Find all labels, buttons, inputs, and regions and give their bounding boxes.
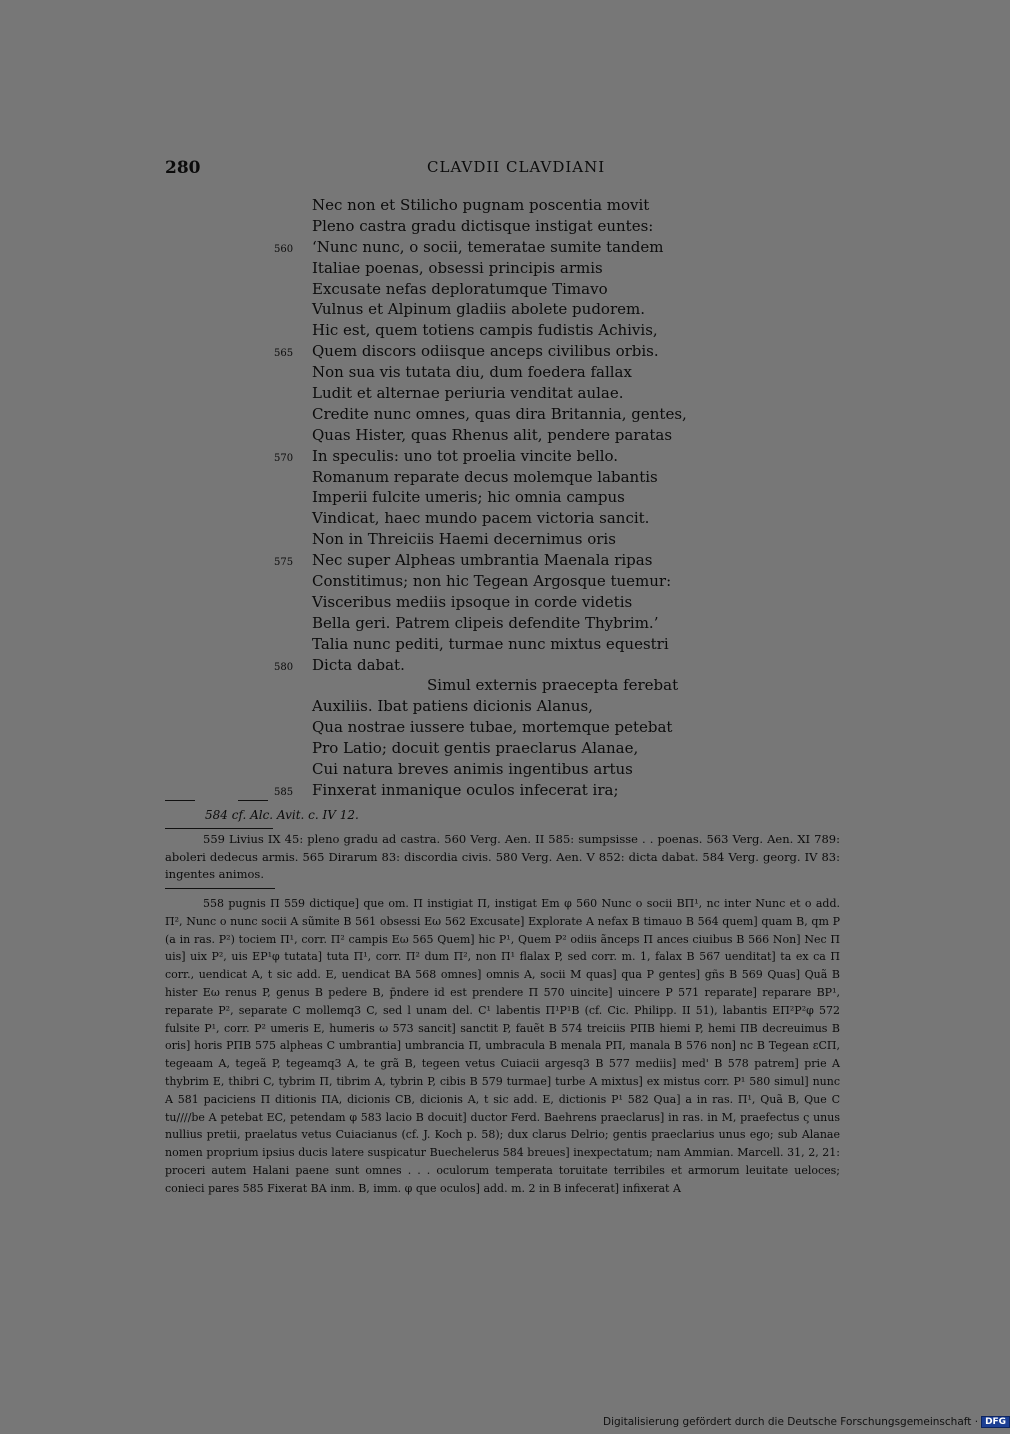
verse-text: Pro Latio; docuit gentis praeclarus Alanae, xyxy=(312,739,639,758)
verse-text: Hic est, quem totiens campis fudistis Achivis, xyxy=(312,321,658,340)
verse-line xyxy=(312,320,732,341)
verse-line xyxy=(274,446,732,467)
verse-line xyxy=(312,634,732,655)
testimonia xyxy=(165,807,840,825)
verse-text: Nec super Alpheas umbrantia Maenala ripas xyxy=(312,551,653,570)
verse-line xyxy=(312,571,732,592)
verse-line xyxy=(312,383,732,404)
verse-text: Romanum reparate decus molemque labantis xyxy=(312,467,658,486)
line-number: 585 xyxy=(274,786,294,798)
similia-text: 559 Livius IX 45: pleno gradu ad castra. 560 Verg. Aen. II 585: sumpsisse . . poenas. 563 Verg. Aen. XI 789: aboleri dedecus armis. 565 Dirarum 83: discordia civis. 580 Verg. Aen. V 852: dicta dabat. 584 Verg. georg. IV 83: ingentes animos. xyxy=(165,832,840,881)
funding-footer xyxy=(603,1416,1010,1428)
verse-text: Vindicat, haec mundo pacem victoria sancit. xyxy=(312,509,650,528)
verse-line xyxy=(312,258,732,279)
verse-line xyxy=(312,404,732,425)
note-rule xyxy=(165,800,195,801)
verse-text: Qua nostrae iussere tubae, mortemque petebat xyxy=(312,718,673,737)
line-number: 575 xyxy=(274,557,294,569)
dfg-logo: DFG xyxy=(981,1416,1010,1428)
line-number: 560 xyxy=(274,243,294,255)
verse-text: Auxiliis. Ibat patiens dicionis Alanus, xyxy=(312,697,593,716)
verse-text: Italiae poenas, obsessi principis armis xyxy=(312,258,603,277)
verse-line xyxy=(274,550,732,571)
verse-text: Bella geri. Patrem clipeis defendite Thybrim.’ xyxy=(312,613,659,632)
verse-text: Dicta dabat. xyxy=(312,655,405,674)
verse-line xyxy=(274,655,732,676)
page-number: 280 xyxy=(165,158,201,178)
verse-line xyxy=(312,759,732,780)
note-rule xyxy=(165,888,275,889)
verse-line xyxy=(312,738,732,759)
testimonia-line: 584 cf. Alc. Avit. c. IV 12. xyxy=(205,808,359,822)
verse-text: ‘Nunc nunc, o socii, temeratae sumite tandem xyxy=(312,237,664,256)
verse-line xyxy=(312,216,732,237)
apparatus-text: 558 pugnis Π 559 dictique] que om. Π instigiat Π, instigat Em φ 560 Nunc o socii BΠ¹, nc inter Nunc et o add. Π², Nunc o nunc socii A sũmite B 561 obsessi Eω 562 Excusate] Explorate A nefax B timauo B 564 quem] quam B, qm P (a in ras. P²) tociem Π¹, corr. Π² campis Eω 565 Quem] hic P¹, Quem P² odiis ãnceps Π ances ciuibus B 566 Non] Nec Π uis] uix P², uis EP¹φ tutata] tuta Π¹, corr. Π² dum Π², non Π¹ flalax P, sed corr. m. 1, falax B 567 uenditat] ta ex ca Π corr., uendicat A, t sic add. E, uendicat BA 568 omnes] omnis A, socii M quas] qua P gentes] gñs B 569 Quas] Quã B hister Eω renus P, genus B pedere B, p̄ndere id est prendere Π 570 uincite] uincere P 571 reparate] reparare BP¹, reparate P², separate C mollemq3 C, sed l unam del. C¹ labentis Π¹P¹B (cf. Cic. Philipp. II 51), labantis EΠ²P²φ 572 fulsite P¹, corr. P² umeris E, humeris ω 573 sancit] sanctit P, fauẽt B 574 treiciis PΠB hiemi P, hemi ΠB decreuimus B oris] horis PΠB 575 alpheas C umbrantia] umbrancia Π, umbracula B menala PΠ, manala B 576 non] nc B Tegean εCΠ, tegeaam A, tegeã P, tegeamq3 A, te grã B, tegeen vetus Cuiacii argesq3 B 577 mediis] med' B 578 patrem] prie A thybrim E, thibri C, tybrim Π, tibrim A, tybrin P, cibis B 579 turmae] turbe A mixtus] ex mistus corr. P¹ 580 simul] nunc A 581 paciciens Π ditionis ΠA, dicionis CB, dicionis A, t sic add. E, dictionis P¹ 582 Qua] a in ras. Π¹, Quã B, Que C tu////be A petebat EC, petendam φ 583 lacio B docuit] ductor Ferd. Baehrens praeclarus] in ras. in M, praefectus ς unus nullius pretii, praelatus vetus Cuiacianus (cf. J. Koch p. 58); dux clarus Delrio; gentis praeclarius unus ego; sub Alanae nomen proprium ipsius ducis latere suspicatur Buechelerus 584 breues] inexpectatum; nam Ammian. Marcell. 31, 2, 21: proceri autem Halani paene sunt omnes . . . oculorum temperata toruitate terribiles et armorum leuitate ueloces; conieci pares 585 Fixerat BA inm. B, imm. φ que oculos] add. m. 2 in B infecerat] infixerat A xyxy=(165,897,840,1195)
verse-text: Ludit et alternae periuria venditat aulae. xyxy=(312,384,624,403)
verse-text: Non in Threiciis Haemi decernimus oris xyxy=(312,530,616,549)
verse-text: Imperii fulcite umeris; hic omnia campus xyxy=(312,488,625,507)
similia xyxy=(165,831,840,884)
verse-line xyxy=(312,425,732,446)
verse-text: Nec non et Stilicho pugnam poscentia movit xyxy=(312,196,650,214)
verse-line xyxy=(312,467,732,488)
verse-line xyxy=(274,237,732,258)
running-title: CLAVDII CLAVDIANI xyxy=(427,158,606,176)
line-number: 570 xyxy=(274,452,294,464)
note-rule xyxy=(238,800,268,801)
verse-text: Simul externis praecepta ferebat xyxy=(427,676,679,695)
line-number: 580 xyxy=(274,661,294,673)
verse-line xyxy=(312,362,732,383)
verse-line xyxy=(312,279,732,300)
verse-text: Pleno castra gradu dictisque instigat euntes: xyxy=(312,216,654,235)
verse-line xyxy=(312,613,732,634)
verse-text: Credite nunc omnes, quas dira Britannia, gentes, xyxy=(312,404,687,423)
verse-text: Talia nunc pediti, turmae nunc mixtus equestri xyxy=(312,634,669,653)
verse-line xyxy=(312,299,732,320)
verse-line xyxy=(312,529,732,550)
funding-text: Digitalisierung gefördert durch die Deutsche Forschungsgemeinschaft · xyxy=(603,1416,979,1428)
verse-line xyxy=(274,780,732,801)
verse-line xyxy=(312,487,732,508)
verse-text: Quas Hister, quas Rhenus alit, pendere paratas xyxy=(312,425,673,444)
note-rule xyxy=(165,828,273,829)
verse-text: Finxerat inmanique oculos infecerat ira; xyxy=(312,780,619,799)
verse-line xyxy=(312,592,732,613)
verse-line xyxy=(312,195,732,216)
verse-text: Excusate nefas deploratumque Timavo xyxy=(312,279,608,298)
line-number: 565 xyxy=(274,348,294,360)
verse-text: Vulnus et Alpinum gladiis abolete pudorem. xyxy=(312,300,645,319)
verse-text: Quem discors odiisque anceps civilibus orbis. xyxy=(312,342,659,361)
verse-line xyxy=(312,675,732,696)
verse-line xyxy=(274,341,732,362)
verse-text: In speculis: uno tot proelia vincite bello. xyxy=(312,446,619,465)
critical-apparatus xyxy=(165,895,840,1198)
verse-text: Non sua vis tutata diu, dum foedera fallax xyxy=(312,363,632,382)
verse-text: Cui natura breves animis ingentibus artus xyxy=(312,760,633,779)
verse-line xyxy=(312,508,732,529)
verse-text: Visceribus mediis ipsoque in corde videtis xyxy=(312,592,633,611)
verse-line xyxy=(312,717,732,738)
poem-text xyxy=(274,195,732,801)
verse-line xyxy=(312,696,732,717)
verse-text: Constitimus; non hic Tegean Argosque tuemur: xyxy=(312,572,672,591)
